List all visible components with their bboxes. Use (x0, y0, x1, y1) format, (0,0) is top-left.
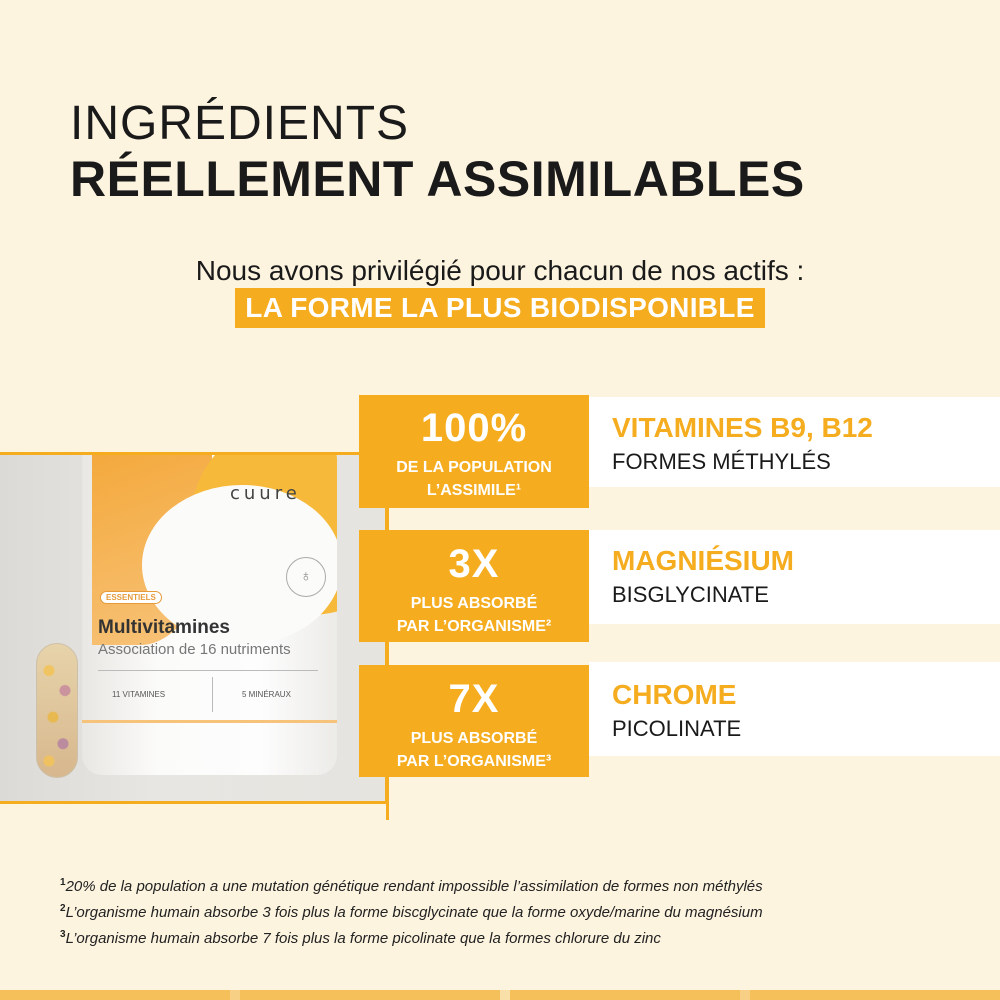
ingredient-form: FORMES MÉTHYLÉS (612, 449, 831, 474)
product-minerals-count: 5 MINÉRAUX (242, 690, 291, 699)
page-title-line-1: INGRÉDIENTS (70, 97, 410, 150)
stat-caption-line: PAR L’ORGANISME³ (396, 753, 552, 770)
stat-value: 3X (448, 542, 500, 586)
footnote-mark: 2 (60, 903, 66, 914)
highlight-banner: LA FORME LA PLUS BIODISPONIBLE (235, 288, 764, 328)
product-name: Multivitamines (98, 617, 230, 638)
product-vitamins-count: 11 VITAMINES (112, 690, 166, 699)
stat-caption (359, 592, 589, 638)
ingredient-card (589, 530, 1000, 624)
ingredient-card (589, 662, 1000, 756)
product-description: Association de 16 nutriments (98, 641, 291, 658)
ingredient-form: BISGLYCINATE (612, 582, 769, 607)
product-photo (0, 452, 388, 804)
footnote-text: L’organisme humain absorbe 7 fois plus la forme picolinate que la formes chlorure du zinc (65, 930, 661, 947)
capsule-image (36, 643, 78, 778)
bottle (82, 452, 337, 775)
footnote-mark: 3 (60, 929, 66, 940)
footnote-text: L’organisme humain absorbe 3 fois plus la forme biscglycinate que la forme oxyde/marine du magnésium (65, 904, 763, 921)
subtitle: Nous avons privilégié pour chacun de nos actifs : (195, 255, 805, 286)
bottom-band (0, 990, 1000, 1000)
footnote-mark: 1 (60, 877, 66, 888)
stat-caption-line: PAR L’ORGANISME² (396, 618, 552, 635)
stat-box (359, 665, 589, 777)
footnote-text: 20% de la population a une mutation génétique rendant impossible l’assimilation de formes non méthylés (65, 878, 763, 895)
product-badge: ESSENTIELS (100, 591, 162, 604)
product-column-separator (212, 677, 213, 712)
product-divider (98, 670, 318, 671)
stat-caption-line: PLUS ABSORBÉ (410, 595, 538, 612)
stat-value: 100% (420, 406, 528, 450)
stat-caption (359, 456, 589, 502)
highlight-wrapper (0, 288, 1000, 328)
ingredient-name: VITAMINES B9, B12 (612, 412, 873, 443)
stat-caption-line: DE LA POPULATION (396, 459, 552, 476)
ingredient-form: PICOLINATE (612, 716, 742, 741)
footnote (60, 872, 763, 898)
stat-value: 7X (448, 677, 500, 721)
brand-logo: cuure (230, 483, 301, 504)
page-title-line-2: RÉELLEMENT ASSIMILABLES (70, 151, 805, 207)
stat-caption-line: L’ASSIMILE¹ (426, 482, 522, 499)
stat-box (359, 530, 589, 642)
stat-box (359, 395, 589, 508)
ingredient-name: MAGNIÉSIUM (612, 545, 794, 576)
footnote (60, 924, 763, 950)
ingredient-name: CHROME (612, 679, 737, 710)
seal-icon: ♁ (286, 557, 326, 597)
ingredient-card (589, 397, 1000, 487)
stat-caption-line: PLUS ABSORBÉ (410, 730, 538, 747)
footnotes (60, 872, 763, 950)
bottle-bottom-stripe (82, 720, 337, 740)
stat-caption (359, 727, 589, 773)
footnote (60, 898, 763, 924)
